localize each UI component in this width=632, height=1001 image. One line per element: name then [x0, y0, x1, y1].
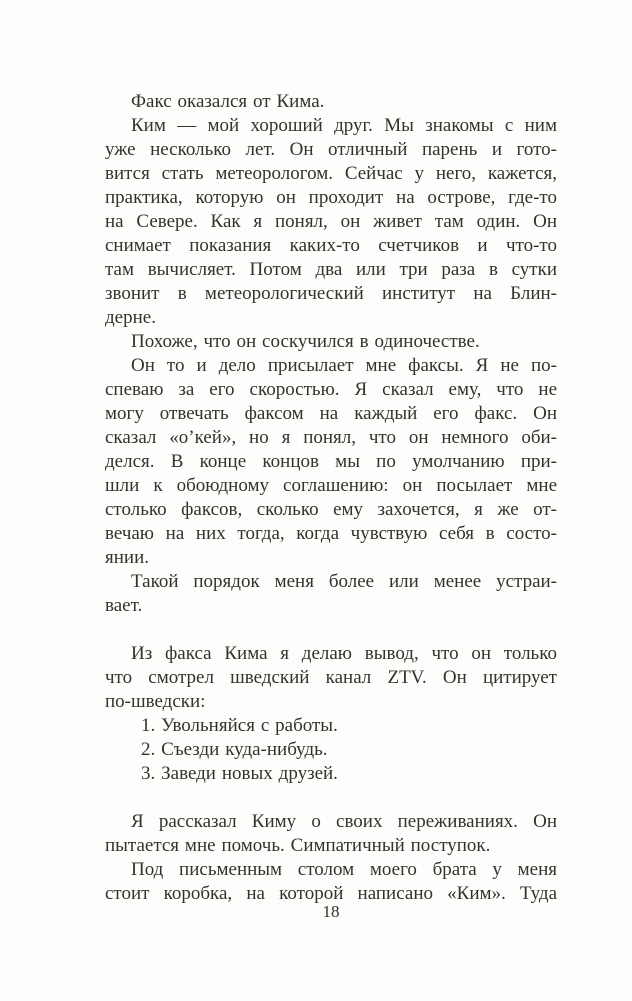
text-line: стоит коробка, на которой написано «Ким». Туда	[105, 883, 557, 904]
text-line: спеваю за его скоростью. Я сказал ему, что не	[105, 379, 557, 400]
paragraph	[105, 810, 557, 858]
paragraph	[105, 114, 557, 330]
text-line: дерне.	[105, 307, 156, 328]
text-line: пытается мне помочь. Симпатичный поступок.	[105, 835, 491, 856]
section-gap	[105, 786, 557, 810]
text-line: звонит в метеорологический институт на Блин-	[105, 283, 557, 304]
list-item-line: 3. Заведи новых друзей.	[141, 763, 338, 784]
text-line: уже несколько лет. Он отличный парень и гото-	[105, 139, 557, 160]
paragraph	[105, 330, 557, 354]
text-line: Он то и дело присылает мне факсы. Я не по-	[131, 355, 557, 376]
list-item-line: 1. Увольняйся с работы.	[141, 715, 338, 736]
text-line: делся. В конце концов мы по умолчанию при-	[105, 451, 557, 472]
text-line: Факс оказался от Кима.	[131, 91, 325, 112]
numbered-list	[105, 714, 557, 786]
text-line: Ким — мой хороший друг. Мы знакомы с ним	[131, 115, 557, 136]
text-line: практика, которую он проходит на острове, где-то	[105, 187, 557, 208]
text-line: шли к обоюдному соглашению: он посылает мне	[105, 475, 557, 496]
text-line: там вычисляет. Потом два или три раза в сутки	[105, 259, 557, 280]
text-line: Я рассказал Киму о своих переживаниях. Он	[131, 811, 557, 832]
text-line: вечаю на них тогда, когда чувствую себя в состо-	[105, 523, 557, 544]
text-line: вает.	[105, 595, 143, 616]
paragraph	[105, 642, 557, 714]
text-line: по-шведски:	[105, 691, 206, 712]
text-line: вится стать метеорологом. Сейчас у него, кажется,	[105, 163, 557, 184]
list-item-line: 2. Съезди куда-нибудь.	[141, 739, 328, 760]
section-gap	[105, 618, 557, 642]
text-line: сказал «о’кей», но я понял, что он немного оби-	[105, 427, 557, 448]
text-line: что смотрел шведский канал ZTV. Он цитирует	[105, 667, 557, 688]
text-line: могу отвечать факсом на каждый его факс. Он	[105, 403, 557, 424]
text-line: столько факсов, сколько ему захочется, я же от-	[105, 499, 557, 520]
text-line: снимает показания каких-то счетчиков и что-то	[105, 235, 557, 256]
page-number: 18	[322, 902, 340, 921]
paragraph	[105, 90, 557, 114]
text-line: Похоже, что он соскучился в одиночестве.	[131, 331, 480, 352]
text-line: Такой порядок меня более или менее устраи-	[131, 571, 557, 592]
text-line: на Севере. Как я понял, он живет там один. Он	[105, 211, 557, 232]
paragraph	[105, 570, 557, 618]
paragraph	[105, 354, 557, 570]
text-line: Под письменным столом моего брата у меня	[131, 859, 557, 880]
paragraph	[105, 858, 557, 906]
text-line: Из факса Кима я делаю вывод, что он только	[131, 643, 557, 664]
text-line: янии.	[105, 547, 149, 568]
